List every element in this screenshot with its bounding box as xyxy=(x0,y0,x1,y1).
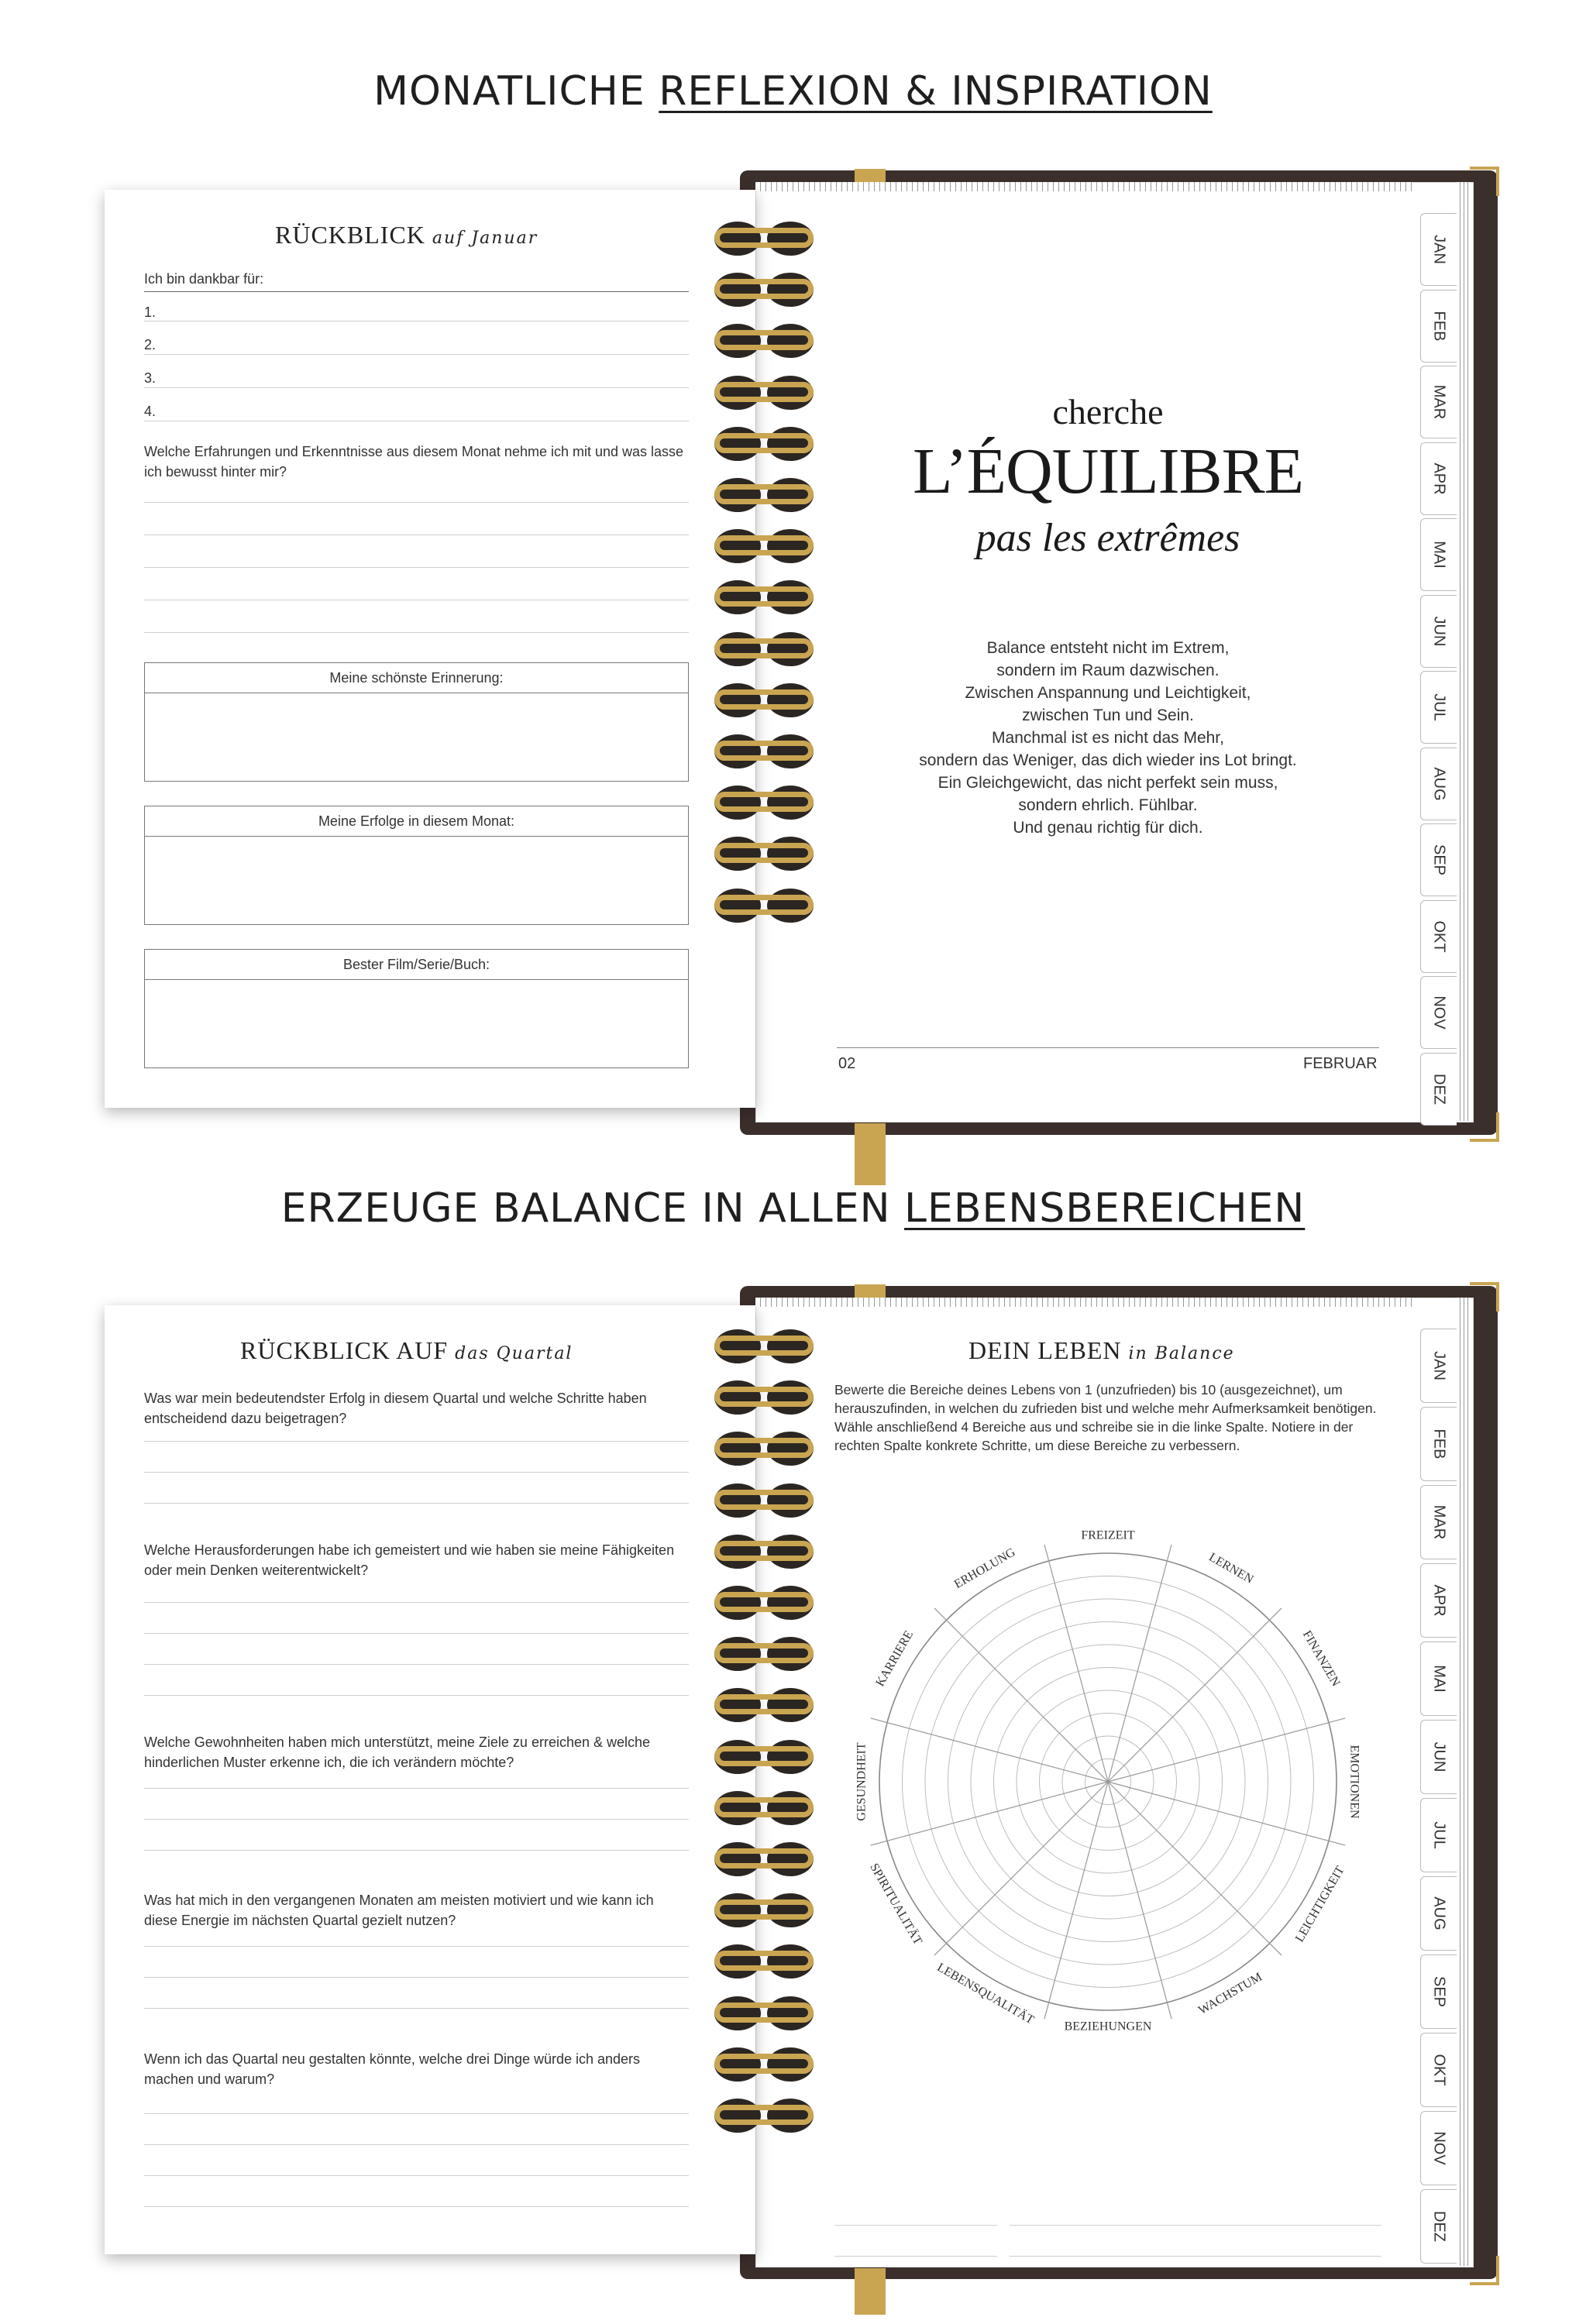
spiral-ring xyxy=(714,629,814,669)
month-tab-jan[interactable] xyxy=(1420,1329,1457,1403)
wheel-label-10: GESUNDHEIT xyxy=(855,1742,869,1821)
rule xyxy=(144,2008,689,2009)
rule xyxy=(144,1977,689,1978)
rule xyxy=(144,354,689,355)
wheel-label-2: LERNEN xyxy=(1206,1550,1256,1587)
spiral-ring xyxy=(714,1941,814,1982)
paragraph-line: sondern ehrlich. Fühlbar. xyxy=(1018,796,1198,814)
title-script: auf Januar xyxy=(432,229,538,248)
rule xyxy=(144,1633,689,1634)
wheel-spoke xyxy=(1044,1782,1108,2019)
page-title-dein-leben xyxy=(968,1336,1235,1365)
wheel-label-3: FINANZEN xyxy=(1299,1628,1343,1689)
month-tab-label: JAN xyxy=(1430,1351,1448,1380)
reflection-question: Welche Erfahrungen und Erkenntnisse aus diesem Monat nehme ich mit und was lasse ich bewusst hinter mir? xyxy=(144,444,684,480)
wheel-spoke xyxy=(934,1782,1108,1955)
box-erfolge xyxy=(144,806,689,925)
month-tab-label: MAR xyxy=(1430,384,1448,420)
life-balance-wheel xyxy=(837,1511,1379,2053)
rule xyxy=(144,1788,689,1789)
paragraph-line: zwischen Tun und Sein. xyxy=(1022,706,1194,724)
spiral-ring xyxy=(714,526,814,566)
title-script: in Balance xyxy=(1128,1344,1235,1363)
rule xyxy=(1010,2256,1381,2257)
rule xyxy=(144,2206,689,2207)
month-tab-label: OKT xyxy=(1430,2054,1448,2086)
quarter-question: Was war mein bedeutendster Erfolg in diesem Quartal und welche Schritte haben entscheidend dazu beigetragen? xyxy=(144,1391,647,1426)
wheel-spoke xyxy=(871,1782,1108,1845)
spiral-ring xyxy=(714,2095,814,2136)
headline-plain: MONATLICHE xyxy=(373,68,659,115)
month-tab-feb[interactable] xyxy=(1420,290,1457,363)
paragraph-line: Und genau richtig für dich. xyxy=(1013,819,1203,837)
title-main: RÜCKBLICK AUF xyxy=(240,1336,449,1364)
month-tab-sep[interactable] xyxy=(1420,823,1457,896)
wheel-label-11: KARRIERE xyxy=(873,1628,917,1689)
corner-protector xyxy=(1470,167,1499,196)
title-script: das Quartal xyxy=(455,1344,573,1363)
month-tab-label: MAI xyxy=(1430,541,1448,569)
paragraph-line: Balance entsteht nicht im Extrem, xyxy=(986,639,1230,657)
month-tab-jul[interactable] xyxy=(1420,1798,1457,1872)
rule xyxy=(144,1695,689,1696)
wheel-spoke xyxy=(934,1608,1108,1782)
quote-main: L’ÉQUILIBRE xyxy=(913,435,1303,507)
balance-paragraph xyxy=(837,637,1379,839)
month-tab-nov[interactable] xyxy=(1420,976,1457,1049)
quote-top: cherche xyxy=(1052,392,1164,431)
month-tab-aug[interactable] xyxy=(1420,748,1457,820)
month-tab-jun[interactable] xyxy=(1420,595,1457,668)
wheel-spoke xyxy=(1108,1545,1171,1782)
rule xyxy=(1010,2225,1381,2226)
rule xyxy=(144,387,689,388)
box-schoenste-erinnerung xyxy=(144,662,689,782)
spiral-ring xyxy=(714,475,814,515)
spiral-ring xyxy=(714,373,814,413)
spiral-ring xyxy=(714,1839,814,1879)
month-tab-mar[interactable] xyxy=(1420,1485,1457,1559)
month-tab-nov[interactable] xyxy=(1420,2111,1457,2185)
rule xyxy=(144,2113,689,2114)
month-tab-dez[interactable] xyxy=(1420,1053,1457,1126)
spiral-ring xyxy=(714,1532,814,1572)
month-tab-label: MAI xyxy=(1430,1665,1448,1693)
rule xyxy=(144,1472,689,1473)
rule xyxy=(144,1441,689,1442)
spiral-ring xyxy=(714,731,814,772)
rule xyxy=(144,1664,689,1665)
month-tab-label: AUG xyxy=(1430,766,1448,801)
quarter-question: Welche Herausforderungen habe ich gemeistert und wie haben sie meine Fähigkeiten oder mein Denken weiterentwickelt? xyxy=(144,1542,675,1578)
headline-reflexion xyxy=(0,68,1586,115)
month-tab-label: JUN xyxy=(1430,616,1448,646)
footer-rule xyxy=(837,1047,1379,1048)
wheel-spoke xyxy=(1108,1718,1345,1782)
rule xyxy=(144,632,689,633)
month-tab-jan[interactable] xyxy=(1420,213,1457,286)
wheel-spoke xyxy=(1108,1782,1171,2019)
spiral-ring xyxy=(714,218,814,259)
spiral-ring xyxy=(714,885,814,926)
month-tab-label: SEP xyxy=(1430,844,1448,876)
headline-underlined: REFLEXION & INSPIRATION xyxy=(659,68,1213,115)
wheel-label-5: LEICHTIGKEIT xyxy=(1292,1864,1347,1945)
title-main: RÜCKBLICK xyxy=(275,221,425,249)
headline-underlined: LEBENSBEREICHEN xyxy=(904,1185,1306,1232)
month-tab-okt[interactable] xyxy=(1420,900,1457,973)
wheel-label-4: EMOTIONEN xyxy=(1347,1745,1361,1819)
month-tab-label: APR xyxy=(1430,462,1448,495)
wheel-label-9: SPIRITUALITÄT xyxy=(867,1861,925,1948)
paragraph-line: Ein Gleichgewicht, das nicht perfekt sein muss, xyxy=(937,774,1278,792)
month-tab-label: FEB xyxy=(1430,311,1448,341)
spiral-ring xyxy=(714,680,814,720)
grateful-item: 2. xyxy=(144,337,157,352)
month-tab-label: MAR xyxy=(1430,1504,1448,1540)
month-tab-mai[interactable] xyxy=(1420,1642,1457,1716)
left-page xyxy=(105,1305,755,2254)
month-tab-label: JUN xyxy=(1430,1741,1448,1772)
corner-protector xyxy=(1470,1112,1499,1142)
grateful-label: Ich bin dankbar für: xyxy=(144,271,264,287)
paragraph-line: Manchmal ist es nicht das Mehr, xyxy=(992,729,1224,747)
rule xyxy=(834,2225,997,2226)
rule xyxy=(144,2144,689,2145)
rule xyxy=(144,1602,689,1603)
wheel-spoke xyxy=(1108,1782,1345,1845)
spiral-ring xyxy=(714,1788,814,1828)
month-tab-label: JUL xyxy=(1430,1821,1448,1849)
planner-spread-quarterly xyxy=(0,1278,1586,2285)
month-tab-mar[interactable] xyxy=(1420,366,1457,438)
spiral-ring xyxy=(714,1377,814,1418)
spiral-ring xyxy=(714,834,814,874)
month-tab-label: AUG xyxy=(1430,1896,1448,1930)
rule xyxy=(144,567,689,568)
grateful-item: 3. xyxy=(144,370,157,386)
quote-bottom: pas les extrêmes xyxy=(975,516,1240,560)
spiral-ring xyxy=(714,1685,814,1725)
month-tab-jun[interactable] xyxy=(1420,1720,1457,1794)
spiral-ring xyxy=(714,782,814,823)
rule xyxy=(834,2256,997,2257)
corner-protector xyxy=(1470,2256,1499,2285)
month-tab-label: FEB xyxy=(1430,1428,1448,1459)
page-stack-edge-side xyxy=(1457,1298,1471,2266)
paragraph-line: Zwischen Anspannung und Leichtigkeit, xyxy=(965,684,1251,702)
wheel-label-7: BEZIEHUNGEN xyxy=(1064,2020,1152,2033)
rule xyxy=(144,2175,689,2176)
grateful-item: 4. xyxy=(144,404,157,419)
planner-spread-monthly xyxy=(0,163,1586,1154)
wheel-spoke xyxy=(1044,1545,1108,1782)
month-tab-dez[interactable] xyxy=(1420,2189,1457,2264)
spiral-ring xyxy=(714,1737,814,1777)
wheel-label-8: LEBENSQUALITÄT xyxy=(934,1961,1037,2027)
wheel-spoke xyxy=(1108,1608,1282,1782)
title-main: DEIN LEBEN xyxy=(968,1336,1122,1364)
page-number: 02 xyxy=(838,1055,856,1072)
paragraph-line: sondern das Weniger, das dich wieder ins Lot bringt. xyxy=(919,751,1297,769)
spiral-ring xyxy=(714,424,814,464)
rule xyxy=(144,1819,689,1820)
spiral-ring xyxy=(714,1428,814,1469)
month-tab-label: APR xyxy=(1430,1584,1448,1617)
page-stack-edge xyxy=(755,182,1412,191)
rule xyxy=(144,1946,689,1947)
corner-protector xyxy=(1470,1282,1499,1312)
wheel-spoke xyxy=(1108,1782,1282,1955)
paragraph-line: sondern im Raum dazwischen. xyxy=(996,662,1220,679)
month-tab-label: NOV xyxy=(1430,995,1448,1030)
quarter-question: Was hat mich in den vergangenen Monaten am meisten motiviert und wie kann ich diese Energie im nächsten Quartal gezielt nutzen? xyxy=(144,1893,654,1928)
month-tab-apr[interactable] xyxy=(1420,442,1457,515)
month-tab-label: JUL xyxy=(1430,693,1448,721)
wheel-label-12: ERHOLUNG xyxy=(951,1545,1018,1592)
page-stack-edge-side xyxy=(1457,182,1471,1121)
box-heading: Meine Erfolge in diesem Monat: xyxy=(145,806,688,837)
spiral-ring xyxy=(714,1326,814,1367)
month-tab-label: SEP xyxy=(1430,1975,1448,2008)
month-tab-label: DEZ xyxy=(1430,2211,1448,2242)
headline-plain: ERZEUGE BALANCE IN ALLEN xyxy=(280,1185,905,1232)
spiral-ring xyxy=(714,1890,814,1930)
month-tab-feb[interactable] xyxy=(1420,1407,1457,1481)
month-tab-sep[interactable] xyxy=(1420,1954,1457,2029)
wheel-spoke xyxy=(871,1718,1108,1782)
month-tab-mai[interactable] xyxy=(1420,518,1457,591)
page-title-rueckblick-januar xyxy=(275,221,538,249)
spiral-ring xyxy=(714,577,814,617)
box-bester-film xyxy=(144,949,689,1068)
wheel-instructions: Bewerte die Bereiche deines Lebens von 1 (unzufrieden) bis 10 (ausgezeichnet), um herauszufinden, in welchen du zufrieden bist und welche mehr Aufmerksamkeit benötigen. Wähle anschließend 4 Bereiche aus und schreibe sie in die linke Spalte. Notiere in der rechten Spalte konkrete Schritte, um diese Bereiche zu verbessern. xyxy=(834,1382,1377,1453)
rule xyxy=(144,502,689,503)
spiral-ring xyxy=(714,1480,814,1521)
bookmark-ribbon xyxy=(855,1123,886,1185)
spiral-ring xyxy=(714,1583,814,1623)
month-tab-label: JAN xyxy=(1430,235,1448,264)
grateful-item: 1. xyxy=(144,304,157,320)
wheel-label-1: FREIZEIT xyxy=(1081,1528,1135,1542)
wheel-label-6: WACHSTUM xyxy=(1196,1970,1264,2018)
month-tab-apr[interactable] xyxy=(1420,1563,1457,1638)
month-tab-okt[interactable] xyxy=(1420,2033,1457,2107)
month-tab-label: DEZ xyxy=(1430,1073,1448,1105)
month-tab-jul[interactable] xyxy=(1420,671,1457,744)
quarter-question: Welche Gewohnheiten haben mich unterstützt, meine Ziele zu erreichen & welche hinderlichen Muster erkenne ich, die ich verändern möchte? xyxy=(144,1734,651,1770)
spiral-ring xyxy=(714,2044,814,2085)
month-tab-aug[interactable] xyxy=(1420,1876,1457,1951)
box-heading: Bester Film/Serie/Buch: xyxy=(145,950,688,980)
bookmark-ribbon xyxy=(855,2268,886,2315)
month-tab-label: NOV xyxy=(1430,2131,1448,2165)
rule xyxy=(144,1850,689,1851)
box-heading: Meine schönste Erinnerung: xyxy=(145,663,688,693)
rule xyxy=(144,1503,689,1504)
spiral-ring xyxy=(714,1634,814,1674)
month-tab-label: OKT xyxy=(1430,920,1448,953)
rule xyxy=(144,291,689,292)
spiral-ring xyxy=(714,321,814,361)
footer-month: FEBRUAR xyxy=(1303,1055,1378,1072)
spiral-ring xyxy=(714,1993,814,2033)
spiral-ring xyxy=(714,270,814,310)
headline-balance xyxy=(0,1185,1586,1232)
page-stack-edge xyxy=(755,1298,1412,1307)
quarter-question: Wenn ich das Quartal neu gestalten könnte, welche drei Dinge würde ich anders machen und warum? xyxy=(144,2051,641,2087)
page-title-rueckblick-quartal xyxy=(240,1336,573,1365)
